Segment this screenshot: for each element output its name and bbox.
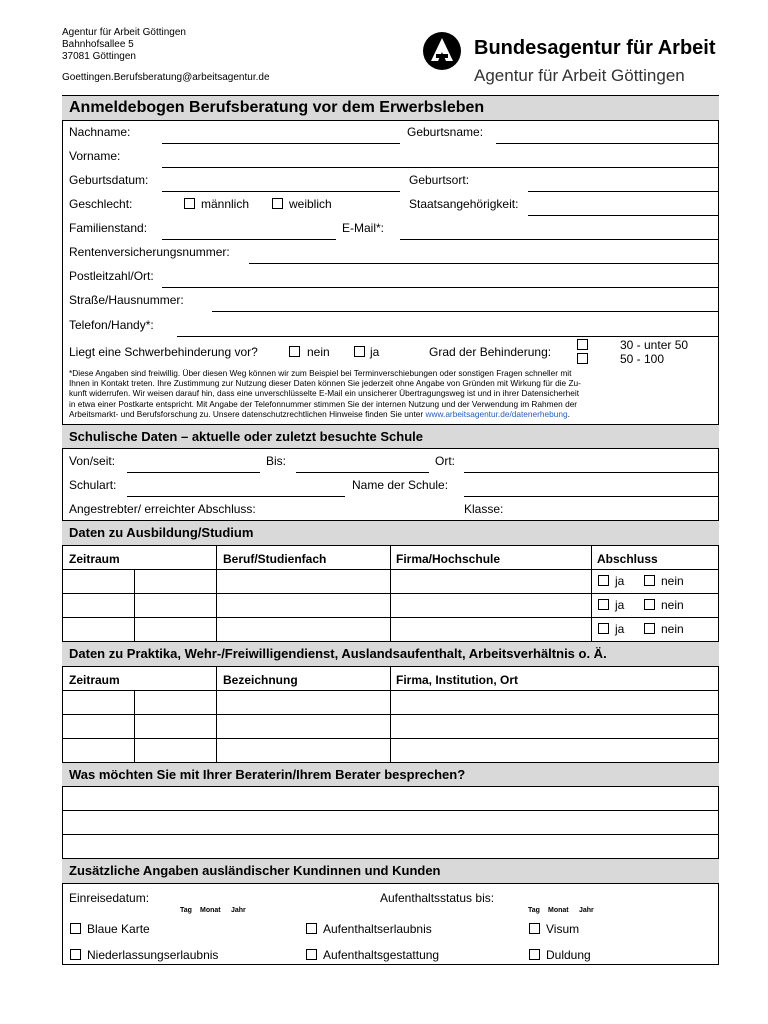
checkbox-blaue-karte[interactable]	[70, 923, 81, 934]
input-geburtsdatum[interactable]	[162, 191, 400, 192]
hint-jahr: Jahr	[579, 907, 594, 914]
agency-logo-name: Bundesagentur für Arbeit	[474, 37, 716, 59]
input-geburtsort[interactable]	[528, 191, 719, 192]
checkbox-niederlassungserlaubnis[interactable]	[70, 949, 81, 960]
hint-tag: Tag	[528, 907, 540, 914]
checkbox-duldung[interactable]	[529, 949, 540, 960]
checkbox-abschluss-nein[interactable]	[644, 599, 655, 610]
label-aufenthaltsstatus: Aufenthaltsstatus bis:	[380, 891, 495, 905]
label-aufenthaltsgestattung: Aufenthaltsgestattung	[323, 948, 440, 962]
input-schulart[interactable]	[127, 496, 345, 497]
label-schulart: Schulart:	[69, 478, 117, 492]
label-familienstand: Familienstand:	[69, 221, 148, 235]
checkbox-aufenthaltserlaubnis[interactable]	[306, 923, 317, 934]
input-nachname[interactable]	[162, 143, 400, 144]
label-geburtsname: Geburtsname:	[407, 125, 484, 139]
form-title: Anmeldebogen Berufsberatung vor dem Erwerbsleben	[69, 99, 485, 116]
label-einreisedatum: Einreisedatum:	[69, 891, 150, 905]
label-rentenversicherung: Rentenversicherungsnummer:	[69, 245, 230, 259]
input-familienstand[interactable]	[162, 239, 336, 240]
sender-name: Agentur für Arbeit Göttingen	[62, 27, 186, 38]
section-praktika-header: Daten zu Praktika, Wehr-/Freiwilligendienst, Auslandsaufenthalt, Arbeitsverhältnis o. Ä.	[62, 642, 719, 666]
section-school-header: Schulische Daten – aktuelle oder zuletzt besuchte Schule	[62, 425, 719, 448]
label-grad-30-50: 30 - unter 50	[620, 338, 689, 352]
form-title-bar	[62, 96, 719, 120]
hint-jahr: Jahr	[231, 907, 246, 914]
label-geburtsort: Geburtsort:	[409, 173, 470, 187]
section-berater-header: Was möchten Sie mit Ihrer Beraterin/Ihrem Berater besprechen?	[62, 763, 719, 786]
checkbox-schwerbehinderung-ja[interactable]	[354, 346, 365, 357]
label-geschlecht: Geschlecht:	[69, 197, 133, 211]
col-beruf: Beruf/Studienfach	[223, 552, 327, 566]
label-bis: Bis:	[266, 454, 287, 468]
label-staatsangehoerigkeit: Staatsangehörigkeit:	[409, 197, 519, 211]
input-rentenversicherung[interactable]	[249, 263, 719, 264]
label-klasse: Klasse:	[464, 502, 504, 516]
checkbox-maennlich[interactable]	[184, 198, 195, 209]
label-plz-ort: Postleitzahl/Ort:	[69, 269, 154, 283]
label-strasse: Straße/Hausnummer:	[69, 293, 184, 307]
input-vorname[interactable]	[162, 167, 719, 168]
agency-logo-icon	[422, 31, 462, 71]
col-firma: Firma/Hochschule	[396, 552, 501, 566]
checkbox-abschluss-nein[interactable]	[644, 575, 655, 586]
agency-logo-subtitle: Agentur für Arbeit Göttingen	[474, 66, 685, 85]
checkbox-visum[interactable]	[529, 923, 540, 934]
label-aufenthaltserlaubnis: Aufenthaltserlaubnis	[323, 922, 432, 936]
label-nachname: Nachname:	[69, 125, 131, 139]
sender-city: 37081 Göttingen	[62, 51, 136, 62]
label-email: E-Mail*:	[342, 221, 385, 235]
col-bezeichnung: Bezeichnung	[223, 673, 298, 687]
col-abschluss: Abschluss	[597, 552, 658, 566]
label-grad-behinderung: Grad der Behinderung:	[429, 345, 552, 359]
label-name-schule: Name der Schule:	[352, 478, 449, 492]
input-berater-line[interactable]	[62, 834, 719, 835]
input-name-schule[interactable]	[464, 496, 719, 497]
label-duldung: Duldung	[546, 948, 591, 962]
label-grad-50-100: 50 - 100	[620, 352, 665, 366]
input-vonseit[interactable]	[127, 472, 260, 473]
label-schwerbehinderung-ja: ja	[370, 345, 380, 359]
input-staatsangehoerigkeit[interactable]	[528, 215, 719, 216]
input-strasse[interactable]	[212, 311, 719, 312]
label-abschluss: Angestrebter/ erreichter Abschluss:	[69, 502, 256, 516]
input-ort[interactable]	[464, 472, 719, 473]
label-maennlich: männlich	[201, 197, 250, 211]
col-zeitraum: Zeitraum	[69, 673, 120, 687]
input-geburtsname[interactable]	[496, 143, 719, 144]
label-ort: Ort:	[435, 454, 455, 468]
label-visum: Visum	[546, 922, 580, 936]
checkbox-abschluss-ja[interactable]	[598, 599, 609, 610]
checkbox-abschluss-ja[interactable]	[598, 623, 609, 634]
section-ausbildung-header: Daten zu Ausbildung/Studium	[62, 521, 719, 545]
input-telefon[interactable]	[177, 336, 719, 337]
col-firma-institution: Firma, Institution, Ort	[396, 673, 518, 687]
checkbox-grad-50-100[interactable]	[577, 353, 588, 364]
col-zeitraum: Zeitraum	[69, 552, 120, 566]
label-weiblich: weiblich	[289, 197, 332, 211]
label-schwerbehinderung-nein: nein	[307, 345, 330, 359]
label-vorname: Vorname:	[69, 149, 121, 163]
sender-street: Bahnhofsallee 5	[62, 39, 134, 50]
sender-email: Goettingen.Berufsberatung@arbeitsagentur.de	[62, 72, 270, 83]
label-geburtsdatum: Geburtsdatum:	[69, 173, 149, 187]
input-plz-ort[interactable]	[162, 287, 719, 288]
input-bis[interactable]	[296, 472, 429, 473]
checkbox-weiblich[interactable]	[272, 198, 283, 209]
label-niederlassungserlaubnis: Niederlassungserlaubnis	[87, 948, 219, 962]
input-email[interactable]	[400, 239, 719, 240]
hint-monat: Monat	[548, 907, 569, 914]
input-berater-line[interactable]	[62, 810, 719, 811]
checkbox-grad-30-50[interactable]	[577, 339, 588, 350]
label-blaue-karte: Blaue Karte	[87, 922, 150, 936]
label-vonseit: Von/seit:	[69, 454, 116, 468]
privacy-link[interactable]: www.arbeitsagentur.de/datenerhebung	[425, 408, 568, 419]
checkbox-abschluss-ja[interactable]	[598, 575, 609, 586]
checkbox-aufenthaltsgestattung[interactable]	[306, 949, 317, 960]
label-schwerbehinderung: Liegt eine Schwerbehinderung vor?	[69, 345, 258, 359]
privacy-note: *Diese Angaben sind freiwillig. Über diesen Weg können wir zum Beispiel bei Terminverschiebungen oder sonstigen Fragen schneller mit Ihnen in Kontakt treten. Ihre Zustimmung zur Nutzung dieser Daten können Sie jederzeit ohne Angabe von Gründen mit Wirkung für die Zu- kunft widerrufen. Wir weisen darauf hin, dass eine unverschlüsselte E-Mail ein unsicherer Übertragungsweg ist und in ihrer Datensicherheit in etwa einer Postkarte entspricht. Mit Angabe der Telefonnummer stimmen Sie der internen Nutzung und der Verwendung im Rahmen der Arbeitsmarkt- und Berufsforschung zu. Unsere datenschutzrechtlichen Hinweise finden Sie unter www.arbeitsagentur.de/datenerhebung.	[69, 368, 581, 419]
section-auslaendisch-header: Zusätzliche Angaben ausländischer Kundinnen und Kunden	[62, 859, 719, 883]
label-telefon: Telefon/Handy*:	[69, 318, 154, 332]
hint-monat: Monat	[200, 907, 221, 914]
checkbox-abschluss-nein[interactable]	[644, 623, 655, 634]
checkbox-schwerbehinderung-nein[interactable]	[289, 346, 300, 357]
hint-tag: Tag	[180, 907, 192, 914]
